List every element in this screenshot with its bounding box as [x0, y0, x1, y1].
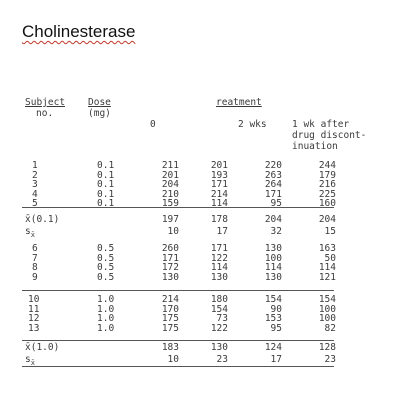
sd-symbol: s	[25, 226, 31, 237]
value-cell: 179	[318, 169, 336, 181]
value-cell: 95	[270, 322, 282, 334]
subject-cell: 2	[32, 169, 38, 181]
value-cell: 159	[161, 198, 179, 210]
dose-cell: 0.1	[97, 160, 115, 171]
dose-subheader: (mg)	[88, 108, 111, 119]
value-cell: 114	[210, 198, 228, 210]
value-cell: 216	[318, 179, 336, 191]
dose-cell: 0.5	[97, 243, 115, 254]
value-cell: 225	[318, 188, 336, 200]
subject-cell: 1	[32, 160, 38, 171]
dose-cell: 1.0	[97, 303, 115, 315]
value-cell: 154	[264, 294, 282, 305]
value-cell: 154	[318, 294, 336, 305]
value-cell: 214	[161, 294, 179, 305]
treatment-header: reatment	[216, 97, 262, 108]
value-cell: 130	[210, 271, 228, 283]
sd-subscript: x̄	[30, 230, 35, 239]
value-cell: 130	[161, 271, 179, 283]
mean-value: 183	[161, 342, 179, 353]
subject-cell: 3	[32, 179, 38, 191]
sd-value: 17	[216, 226, 228, 237]
value-cell: 171	[161, 252, 179, 264]
mean-value: 128	[318, 342, 336, 353]
mean-value: 204	[318, 214, 336, 225]
value-cell: 201	[161, 169, 179, 181]
dose-cell: 0.1	[97, 188, 115, 200]
subject-cell: 13	[28, 322, 40, 334]
dose-cell: 0.1	[97, 198, 115, 210]
dose-cell: 1.0	[97, 294, 115, 305]
dose-cell: 1.0	[97, 313, 115, 325]
col-header-0: 0	[150, 119, 156, 130]
mean-value: 178	[210, 214, 228, 225]
value-cell: 50	[324, 252, 336, 264]
value-cell: 130	[264, 271, 282, 283]
subject-cell: 9	[32, 271, 38, 283]
subject-cell: 4	[32, 188, 38, 200]
page-title: Cholinesterase	[22, 22, 136, 41]
value-cell: 171	[210, 243, 228, 254]
sd-value: 10	[167, 226, 179, 237]
dose-cell: 1.0	[97, 322, 115, 334]
subject-cell: 7	[32, 252, 38, 264]
value-cell: 263	[264, 169, 282, 181]
col-header-after: 1 wk after drug discont- inuation	[292, 119, 367, 152]
sd-value: 10	[167, 354, 179, 365]
value-cell: 210	[161, 188, 179, 200]
dose-cell: 0.1	[97, 179, 115, 191]
value-cell: 121	[318, 271, 336, 283]
subject-cell: 10	[28, 294, 40, 305]
value-cell: 175	[161, 322, 179, 334]
value-cell: 163	[318, 243, 336, 254]
value-cell: 130	[264, 243, 282, 254]
value-cell: 201	[210, 160, 228, 171]
value-cell: 160	[318, 198, 336, 210]
value-cell: 122	[210, 322, 228, 334]
table-bottom-rule	[22, 366, 334, 367]
mean-label: x̄(0.1)	[25, 214, 60, 225]
value-cell: 100	[318, 313, 336, 325]
value-cell: 90	[270, 303, 282, 315]
subject-subheader: no.	[36, 108, 54, 119]
sd-value: 23	[216, 354, 228, 365]
value-cell: 175	[161, 313, 179, 325]
dose-cell: 0.5	[97, 262, 115, 274]
subject-cell: 5	[32, 198, 38, 210]
value-cell: 264	[264, 179, 282, 191]
mean-value: 130	[210, 342, 228, 353]
value-cell: 154	[210, 303, 228, 315]
mean-value: 124	[264, 342, 282, 353]
value-cell: 260	[161, 243, 179, 254]
value-cell: 114	[264, 262, 282, 274]
sd-value: 23	[324, 354, 336, 365]
mean-value: 197	[161, 214, 179, 225]
sd-symbol: s	[25, 354, 31, 365]
value-cell: 214	[210, 188, 228, 200]
subject-cell: 12	[28, 313, 40, 325]
subject-cell: 6	[32, 243, 38, 254]
value-cell: 244	[318, 160, 336, 171]
group-divider	[22, 207, 334, 208]
value-cell: 180	[210, 294, 228, 305]
value-cell: 153	[264, 313, 282, 325]
mean-label: x̄(1.0)	[25, 342, 60, 353]
sd-label	[25, 226, 35, 241]
value-cell: 193	[210, 169, 228, 181]
sd-value: 17	[270, 354, 282, 365]
value-cell: 220	[264, 160, 282, 171]
mean-value: 204	[264, 214, 282, 225]
subject-header: Subject	[25, 97, 66, 108]
value-cell: 73	[216, 313, 228, 325]
dose-header: Dose	[88, 97, 111, 108]
value-cell: 211	[161, 160, 179, 171]
value-cell: 100	[264, 252, 282, 264]
sd-value: 32	[270, 226, 282, 237]
value-cell: 172	[161, 262, 179, 274]
value-cell: 100	[318, 303, 336, 315]
group-divider	[22, 340, 334, 341]
sd-subscript: x̄	[30, 358, 35, 367]
group-divider	[22, 290, 334, 291]
value-cell: 170	[161, 303, 179, 315]
dose-cell: 0.5	[97, 271, 115, 283]
value-cell: 204	[161, 179, 179, 191]
value-cell: 171	[210, 179, 228, 191]
dose-cell: 0.1	[97, 169, 115, 181]
value-cell: 95	[270, 198, 282, 210]
value-cell: 114	[210, 262, 228, 274]
col-header-2wks: 2 wks	[238, 119, 267, 130]
subject-cell: 11	[28, 303, 40, 315]
value-cell: 82	[324, 322, 336, 334]
sd-value: 15	[324, 226, 336, 237]
value-cell: 114	[318, 262, 336, 274]
dose-cell: 0.5	[97, 252, 115, 264]
value-cell: 122	[210, 252, 228, 264]
subject-cell: 8	[32, 262, 38, 274]
value-cell: 171	[264, 188, 282, 200]
